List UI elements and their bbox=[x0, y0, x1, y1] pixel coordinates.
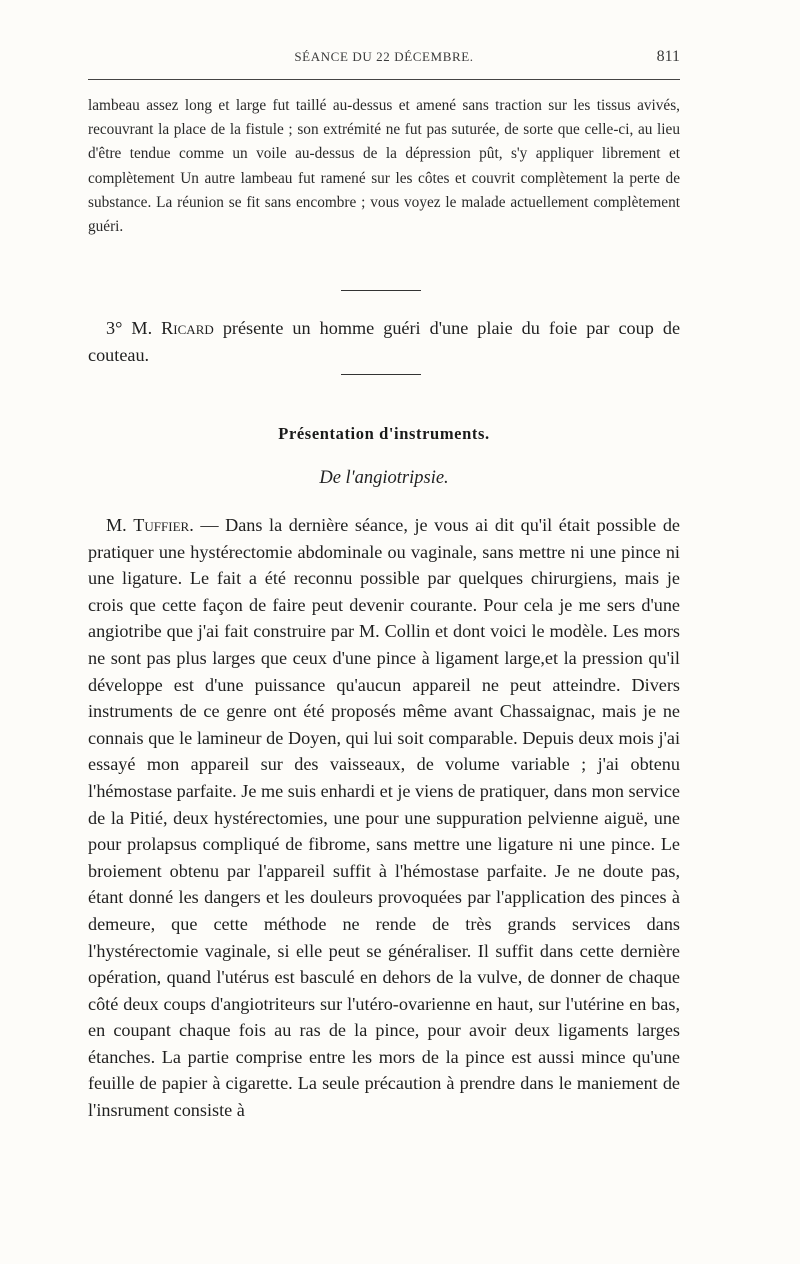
page-number: 811 bbox=[656, 48, 680, 65]
tuffier-paragraph bbox=[88, 512, 680, 1124]
ricard-name: Ricard bbox=[161, 318, 214, 338]
running-header bbox=[88, 46, 680, 70]
ricard-number: 3° M. bbox=[106, 318, 153, 338]
running-title: SÉANCE DU 22 DÉCEMBRE. bbox=[294, 49, 474, 64]
header-rule bbox=[88, 79, 680, 80]
section-subheading: De l'angiotripsie. bbox=[319, 468, 449, 488]
ricard-paragraph bbox=[88, 315, 680, 368]
tuffier-text: — Dans la dernière séance, je vous ai dit qu'il était possible de pratiquer une hystérectomie abdominale ou vaginale, sans mettre ni une pince ni une ligature. Le fait a été reconnu possible par quelques chirurgiens, mais je crois que cette façon de faire peut devenir courante. Pour cela je me sers d'une angiotribe que j'ai fait construire par M. Collin et dont voici le modèle. Les mors ne sont pas plus larges que ceux d'une pince à ligament large,et la pression qu'il développe est d'une puissance qu'aucun appareil ne peut atteindre. Divers instruments de ce genre ont été proposés même avant Chassaignac, mais je ne connais que le lamineur de Doyen, qui lui soit comparable. Depuis deux mois j'ai essayé mon appareil sur des vaisseaux, de volume variable ; j'ai obtenu l'hémostase parfaite. Je me suis enhardi et je viens de pratiquer, dans mon service de la Pitié, deux hystérectomies, une pour une suppuration pelvienne aiguë, une pour prolapsus compliqué de fibrome, sans mettre une ligature ni une pince. Le broiement obtenu par l'appareil suffit à l'hémostase parfaite. Je ne doute pas, étant donné les dangers et les douleurs provoquées par l'application des pinces à demeure, que cette méthode ne rende de très grands services dans l'hystérectomie vaginale, si elle peut se généraliser. Il suffit dans cette dernière opération, quand l'utérus est basculé en dehors de la vulve, de donner de chaque côté deux coups d'angiotriteurs sur l'utéro-ovarienne en haut, sur l'utérine en bas, en coupant chaque fois au ras de la pince, pour avoir deux ligaments larges étanches. La partie comprise entre les mors de la pince est aussi mince qu'une feuille de papier à cigarette. La seule précaution à prendre dans le maniement de l'insrument consiste à bbox=[88, 515, 680, 1121]
tuffier-name: Tuffier. bbox=[133, 515, 194, 535]
continuation-paragraph: lambeau assez long et large fut taillé au-dessus et amené sans traction sur les tissus avivés, recouvrant la place de la fistule ; son extrémité ne fut pas suturée, de sorte que celle-ci, au lieu d'être tendue comme un voile au-dessus de la dépression pût, s'y appliquer librement et complètement Un autre lambeau fut ramené sur les côtes et couvrit complètement la perte de substance. La réunion se fit sans encombre ; vous voyez le malade actuellement complètement guéri. bbox=[88, 97, 680, 236]
document-page bbox=[88, 0, 680, 1264]
tuffier-prefix: M. bbox=[106, 515, 127, 535]
separator-rule-1 bbox=[341, 290, 421, 291]
ricard-text: présente un homme guéri d'une plaie du foie par coup de couteau. bbox=[88, 318, 681, 365]
section-heading: Présentation d'instruments. bbox=[278, 424, 490, 443]
separator-rule-2 bbox=[341, 374, 421, 375]
